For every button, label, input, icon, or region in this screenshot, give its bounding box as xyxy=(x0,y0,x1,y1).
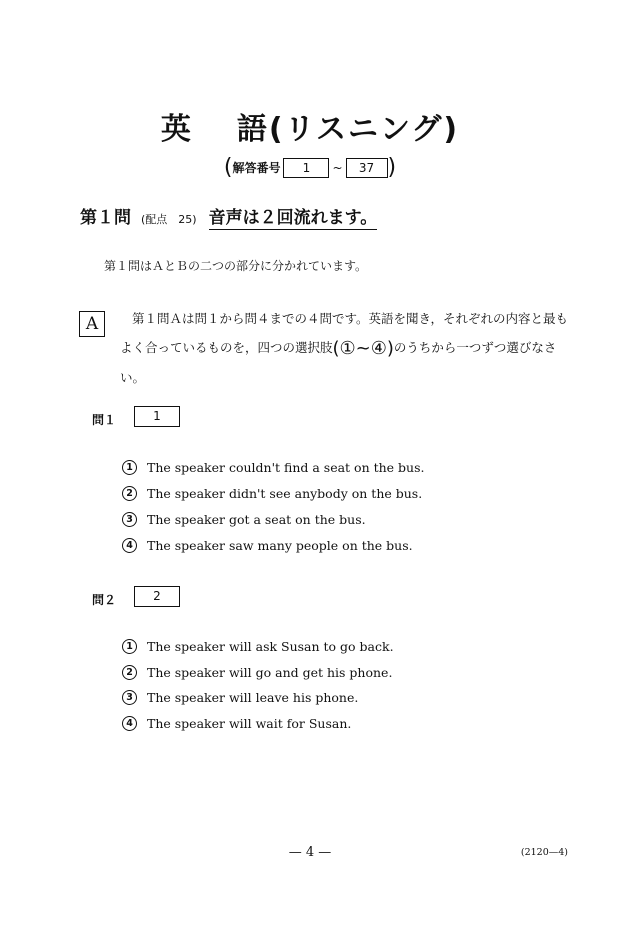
page-title xyxy=(0,104,620,148)
title-part2: 語(リスニング) xyxy=(236,112,460,147)
option-text: The speaker will ask Susan to go back. xyxy=(147,639,394,654)
question1-points: (配点 25) xyxy=(141,213,197,226)
item2-option-3[interactable] xyxy=(122,690,358,705)
option-text: The speaker will go and get his phone. xyxy=(147,665,393,680)
item1-option-2[interactable] xyxy=(122,486,422,501)
item1-option-1[interactable] xyxy=(122,460,425,475)
item2-option-4[interactable] xyxy=(122,716,351,731)
option-text: The speaker couldn't find a seat on the bus. xyxy=(147,460,425,475)
item2-option-1[interactable] xyxy=(122,639,394,654)
option-number-icon: 3 xyxy=(122,512,137,527)
answer-range: (解答番号 1 ~ 37 ) xyxy=(223,155,397,180)
question1-title: 第１問 xyxy=(80,208,131,228)
option-number-icon: 4 xyxy=(122,538,137,553)
option-text: The speaker saw many people on the bus. xyxy=(147,538,413,553)
question1-heading xyxy=(80,203,377,228)
option-text: The speaker will wait for Susan. xyxy=(147,716,352,731)
section-a-label: A xyxy=(79,311,105,337)
option-number-icon: 3 xyxy=(122,690,137,705)
page-number: — 4 — xyxy=(288,845,332,860)
item2-label: 問２ xyxy=(92,593,117,607)
option-number-icon: 1 xyxy=(122,460,137,475)
page-code: (2120—4) xyxy=(520,847,568,858)
option-number-icon: 2 xyxy=(122,486,137,501)
instruction-text-before: 第１問Ａは問１から問４までの４問です。英語を聞き，それぞれの内容と最もよく合っているものを，四つの選択肢 xyxy=(120,311,569,355)
item2-option-2[interactable] xyxy=(122,665,392,680)
option-number-icon: 2 xyxy=(122,665,137,680)
option-number-icon: 4 xyxy=(122,716,137,731)
option-text: The speaker didn't see anybody on the bus. xyxy=(147,486,423,501)
option-text: The speaker will leave his phone. xyxy=(147,690,359,705)
item2-answer-box: 2 xyxy=(134,586,180,607)
item1-answer-box: 1 xyxy=(134,406,180,427)
choice-range: (①~④) xyxy=(332,338,394,359)
instruction-text-after: のうちから一つずつ選びなさい。 xyxy=(120,340,557,385)
option-text: The speaker got a seat on the bus. xyxy=(147,512,366,527)
answer-range-label: 解答番号 xyxy=(232,161,281,175)
answer-range-end-box: 37 xyxy=(346,158,388,178)
section-a-instruction xyxy=(120,304,574,392)
question1-intro: 第１問はＡとＢの二つの部分に分かれています。 xyxy=(104,259,368,273)
title-part1: 英 xyxy=(160,112,193,147)
answer-range-tilde: ~ xyxy=(332,160,343,175)
answer-range-start-box: 1 xyxy=(283,158,329,178)
item1-option-4[interactable] xyxy=(122,538,413,553)
option-number-icon: 1 xyxy=(122,639,137,654)
audio-note: 音声は２回流れます。 xyxy=(208,208,378,228)
item1-label: 問１ xyxy=(92,413,117,427)
item1-option-3[interactable] xyxy=(122,512,366,527)
